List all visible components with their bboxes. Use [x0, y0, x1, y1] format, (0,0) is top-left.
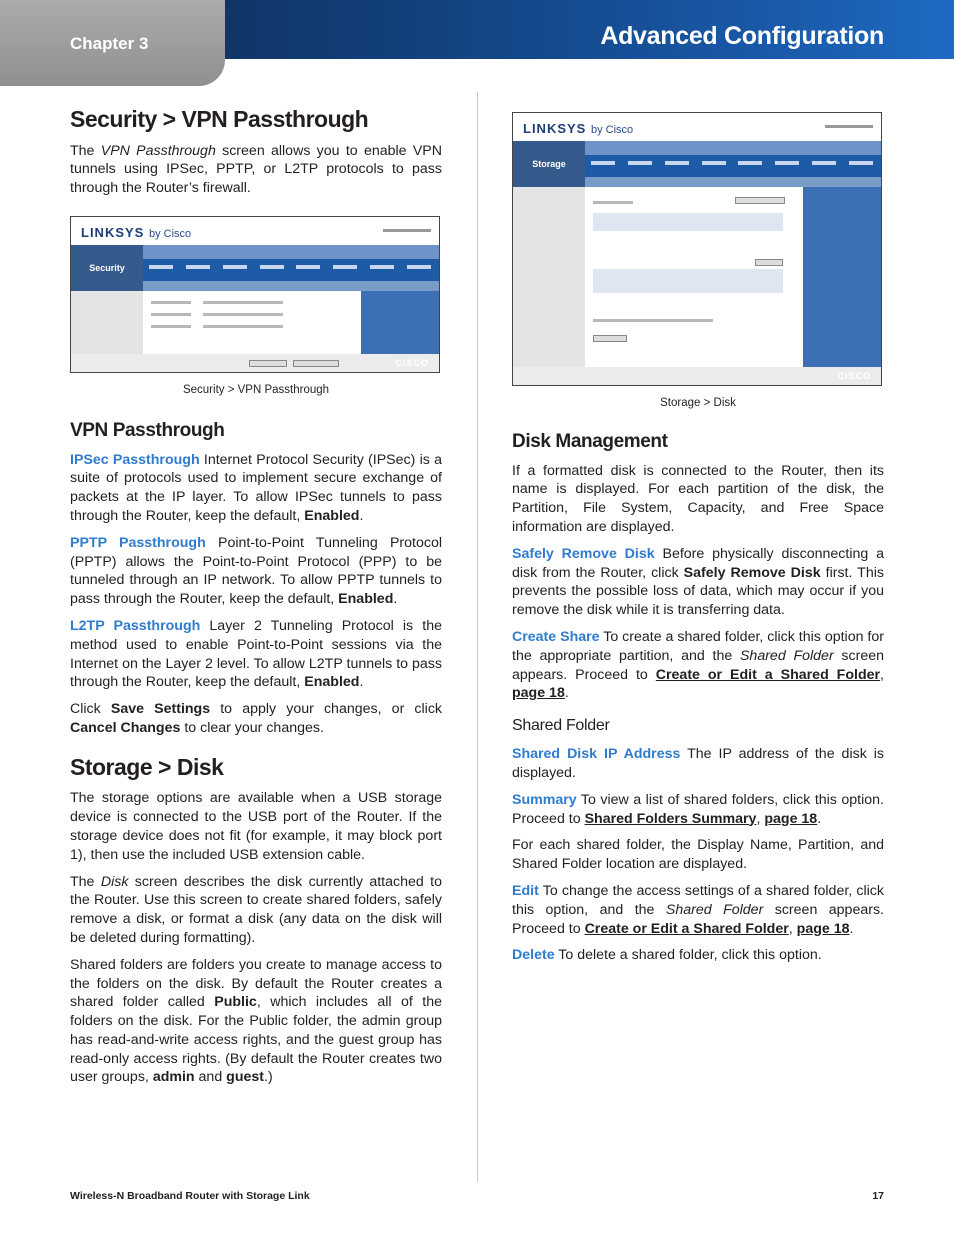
footer-product: Wireless-N Broadband Router with Storage Link: [70, 1190, 310, 1202]
vpn-heading: Security > VPN Passthrough: [70, 106, 369, 132]
safely-remove-paragraph: Safely Remove Disk Before physically disconnecting a disk from the Router, click Safely Remove Disk first. This prevents the possible loss of data, which may occur if you remove the disk while it is transferring data.: [512, 545, 884, 619]
vpn-subheading: VPN Passthrough: [70, 419, 225, 441]
disk-screenshot: [512, 112, 882, 386]
each-folder-paragraph: For each shared folder, the Display Name, Partition, and Shared Folder location are displayed.: [512, 837, 884, 873]
create-edit-link[interactable]: Create or Edit a Shared Folder: [584, 920, 789, 937]
shared-folder-heading: Shared Folder: [512, 717, 610, 735]
pptp-paragraph: PPTP Passthrough Point-to-Point Tunneling Protocol (PPTP) allows the Point-to-Point Protocol (PPP) to be tunneled through an IP network. To allow PPTP tunnels to pass through the Router, keep the default, Enabled.: [70, 534, 442, 608]
disk-caption: Storage > Disk: [660, 397, 736, 409]
screenshot-section-label: Storage: [513, 141, 585, 187]
vpn-caption: Security > VPN Passthrough: [182, 383, 330, 396]
vpn-screenshot: [70, 216, 440, 373]
page-18-link[interactable]: page 18: [512, 685, 565, 702]
page-title: Advanced Configuration: [600, 22, 884, 50]
disk-paragraph: If a formatted disk is connected to the Router, then its name is displayed. For each partition of the disk, the Partition, File System, Capacity, and Free Space information are displayed.: [512, 462, 884, 535]
edit-paragraph: Edit To change the access settings of a shared folder, click this option, and the Shared Folder screen appears. Proceed to Create or Edit a Shared Folder, page 18.: [512, 882, 884, 937]
shared-folders-summary-link[interactable]: Shared Folders Summary: [584, 810, 757, 827]
storage-paragraph-2: The Disk screen describes the disk currently attached to the Router. Use this screen to create shared folders, safely remove a disk, or format a disk (any data on the disk will be deleted during formatting).: [70, 873, 442, 946]
delete-paragraph: Delete To delete a shared folder, click this option.: [512, 947, 822, 964]
create-edit-link[interactable]: Create or Edit a Shared Folder: [655, 666, 881, 683]
summary-paragraph: Summary To view a list of shared folders, click this option. Proceed to Shared Folders Summary, page 18.: [512, 791, 884, 827]
l2tp-paragraph: L2TP Passthrough Layer 2 Tunneling Protocol is the method used to enable Point-to-Point sessions via the Internet on the Layer 2 level. To allow L2TP tunnels to pass through the Router, keep the default, Enabled.: [70, 617, 442, 691]
chapter-label: Chapter 3: [70, 34, 149, 53]
left-column: [70, 100, 442, 1095]
create-share-paragraph: Create Share To create a shared folder, click this option for the appropriate partition, and the Shared Folder screen appears. Proceed to Create or Edit a Shared Folder, page 18.: [512, 628, 884, 702]
save-cancel-paragraph: Click Save Settings to apply your changes, or click Cancel Changes to clear your changes.: [70, 701, 443, 736]
right-column: [512, 112, 884, 973]
linksys-logo: LINKSYS by Cisco: [81, 224, 192, 240]
vpn-intro: The VPN Passthrough screen allows you to enable VPN tunnels using IPSec, PPTP, or L2TP protocols to pass through the Router’s firewall.: [70, 142, 442, 197]
page-18-link[interactable]: page 18: [764, 810, 818, 827]
page-number: 17: [872, 1190, 884, 1202]
ipsec-paragraph: IPSec Passthrough Internet Protocol Security (IPSec) is a suite of protocols used to implement secure exchange of packets at the IP layer. To allow IPSec tunnels to pass through the Router, keep the default, Enabled.: [70, 451, 442, 524]
linksys-logo: LINKSYS by Cisco: [523, 121, 634, 136]
storage-paragraph-3: Shared folders are folders you create to manage access to the folders on the disk. By default the Router creates a shared folder called Public, which includes all of the folders on the disk. For the Public folder, the admin group has read-and-write access rights, and the guest group has read-only access rights. (By default the Router creates two user groups, admin and guest.): [70, 956, 443, 1086]
chapter-tab: [0, 0, 225, 86]
page-18-link[interactable]: page 18: [796, 920, 850, 937]
cisco-logo: CISCO: [837, 371, 871, 381]
shared-disk-ip-paragraph: Shared Disk IP Address The IP address of the disk is displayed.: [512, 746, 884, 781]
screenshot-section-label: Security: [71, 245, 143, 291]
disk-heading: Disk Management: [512, 430, 668, 452]
column-divider: [477, 92, 478, 1182]
storage-heading: Storage > Disk: [70, 753, 224, 780]
cisco-logo: CISCO: [395, 357, 429, 368]
storage-paragraph-1: The storage options are available when a USB storage device is connected to the USB port of the Router. If the storage device does not fit (for example, it may block port 1), then use the included USB extension cable.: [70, 790, 442, 863]
